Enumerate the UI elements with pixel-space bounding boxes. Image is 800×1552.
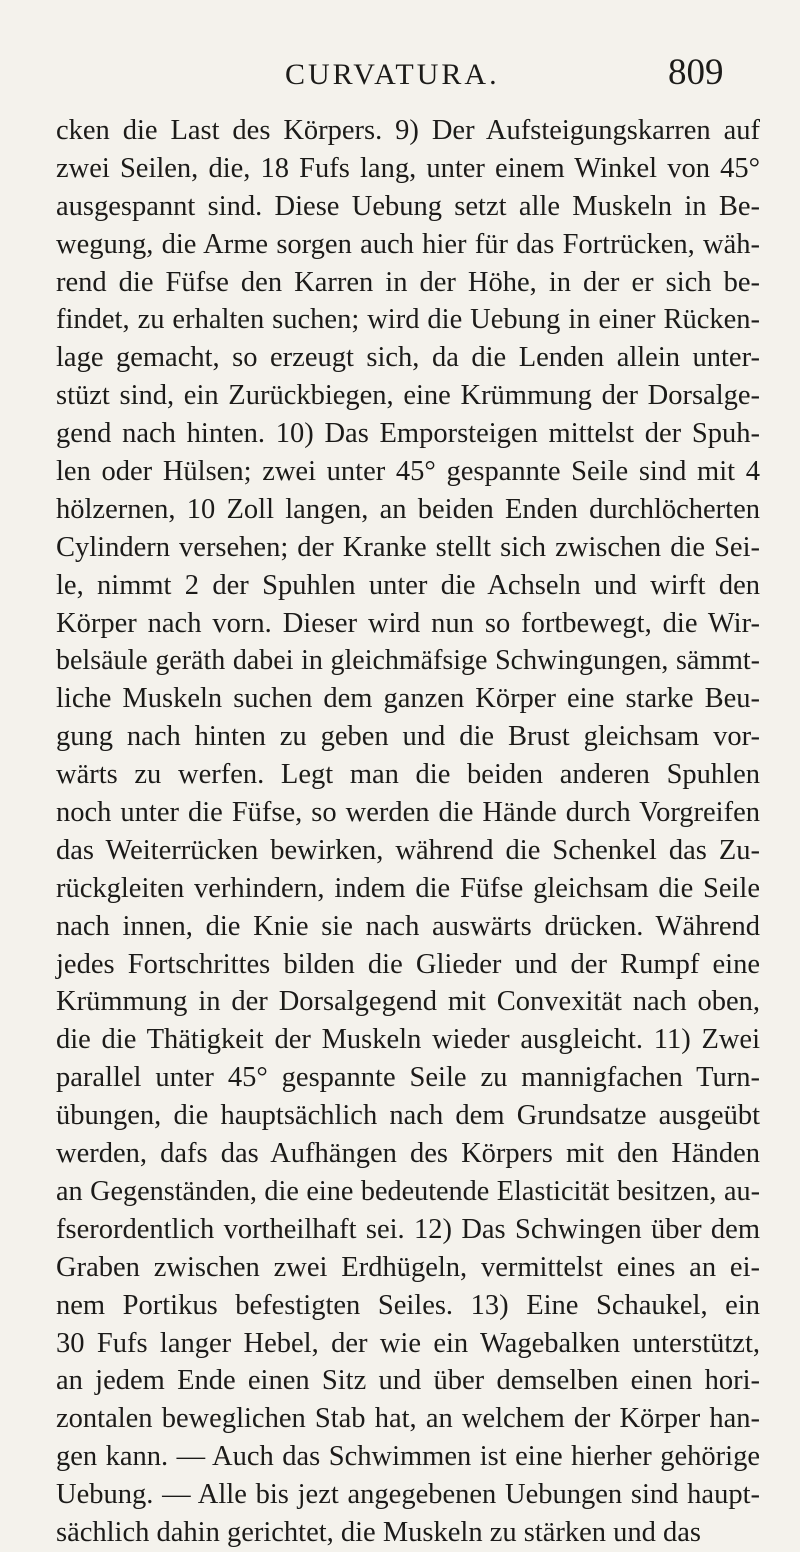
text-line: noch unter die Füfse, so werden die Hände durch Vorgreifen: [56, 797, 760, 829]
text-line: gung nach hinten zu geben und die Brust gleichsam vor-: [56, 721, 760, 753]
text-line: rend die Füfse den Karren in der Höhe, in der er sich be-: [56, 266, 760, 298]
text-line: Körper nach vorn. Dieser wird nun so fortbewegt, die Wir-: [56, 607, 760, 639]
text-line: nem Portikus befestigten Seiles. 13) Eine Schaukel, ein: [56, 1289, 760, 1321]
text-line: Graben zwischen zwei Erdhügeln, vermittelst eines an ei-: [56, 1251, 760, 1283]
text-line: hölzernen, 10 Zoll langen, an beiden Enden durchlöcherten: [56, 493, 760, 525]
text-line: rückgleiten verhindern, indem die Füfse gleichsam die Seile: [56, 872, 760, 904]
body-text: [56, 112, 760, 1552]
text-line: wegung, die Arme sorgen auch hier für das Fortrücken, wäh-: [56, 228, 760, 260]
text-line: findet, zu erhalten suchen; wird die Uebung in einer Rücken-: [56, 304, 760, 336]
text-line: nach innen, die Knie sie nach auswärts drücken. Während: [56, 910, 760, 942]
text-line: zwei Seilen, die, 18 Fufs lang, unter einem Winkel von 45°: [56, 152, 760, 184]
text-line: gend nach hinten. 10) Das Emporsteigen mittelst der Spuh-: [56, 418, 760, 450]
text-line: gen kann. — Auch das Schwimmen ist eine hierher gehörige: [56, 1441, 760, 1473]
text-line: an jedem Ende einen Sitz und über demselben einen hori-: [56, 1365, 760, 1397]
text-line: fserordentlich vortheilhaft sei. 12) Das Schwingen über dem: [56, 1213, 760, 1245]
text-line: Krümmung in der Dorsalgegend mit Convexität nach oben,: [56, 986, 760, 1018]
running-title: CURVATURA.: [285, 58, 500, 91]
page-number: 809: [668, 52, 724, 93]
text-line: Uebung. — Alle bis jezt angegebenen Uebungen sind haupt-: [56, 1479, 760, 1511]
running-head: [0, 52, 800, 96]
text-line: jedes Fortschrittes bilden die Glieder und der Rumpf eine: [56, 948, 760, 980]
text-line: belsäule geräth dabei in gleichmäfsige Schwingungen, sämmt-: [56, 645, 760, 677]
text-line: das Weiterrücken bewirken, während die Schenkel das Zu-: [56, 834, 760, 866]
text-line: werden, dafs das Aufhängen des Körpers mit den Händen: [56, 1138, 760, 1170]
text-line: liche Muskeln suchen dem ganzen Körper eine starke Beu-: [56, 683, 760, 715]
text-line: cken die Last des Körpers. 9) Der Aufsteigungskarren auf: [56, 115, 760, 146]
text-line: zontalen beweglichen Stab hat, an welchem der Körper han-: [56, 1403, 760, 1435]
text-line: lage gemacht, so erzeugt sich, da die Lenden allein unter-: [56, 342, 760, 374]
text-line: an Gegenständen, die eine bedeutende Elasticität besitzen, au-: [56, 1175, 760, 1207]
text-line: le, nimmt 2 der Spuhlen unter die Achseln und wirft den: [56, 569, 760, 601]
text-line: wärts zu werfen. Legt man die beiden anderen Spuhlen: [56, 759, 760, 791]
text-line: sächlich dahin gerichtet, die Muskeln zu stärken und das: [56, 1516, 702, 1548]
text-line: parallel unter 45° gespannte Seile zu mannigfachen Turn-: [56, 1062, 760, 1094]
text-line: ausgespannt sind. Diese Uebung setzt alle Muskeln in Be-: [56, 190, 760, 222]
text-line: die die Thätigkeit der Muskeln wieder ausgleicht. 11) Zwei: [56, 1024, 760, 1056]
text-line: Cylindern versehen; der Kranke stellt sich zwischen die Sei-: [56, 531, 760, 563]
text-line: 30 Fufs langer Hebel, der wie ein Wagebalken unterstützt,: [56, 1327, 760, 1359]
text-line: stüzt sind, ein Zurückbiegen, eine Krümmung der Dorsalge-: [56, 380, 760, 412]
text-line: übungen, die hauptsächlich nach dem Grundsatze ausgeübt: [56, 1100, 760, 1132]
text-line: len oder Hülsen; zwei unter 45° gespannte Seile sind mit 4: [56, 456, 760, 488]
